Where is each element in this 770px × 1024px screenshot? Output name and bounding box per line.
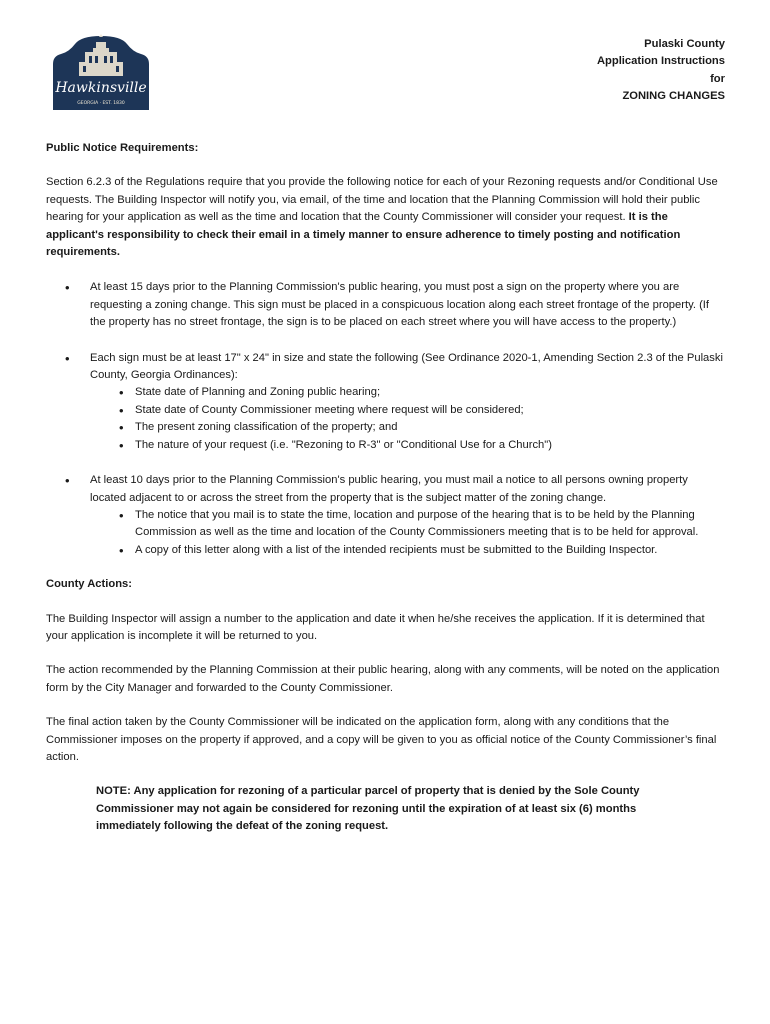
mailing-requirements-sublist xyxy=(90,507,726,559)
list-item xyxy=(46,350,726,454)
list-item-text: At least 10 days prior to the Planning Commission's public hearing, you must mail a notice to all persons owning property located adjacent to or across the street from the property that is the subject matter of the zoning change. xyxy=(90,474,688,504)
county-actions-paragraph: The final action taken by the County Commissioner will be indicated on the application form, along with any conditions that the Commissioner imposes on the property if approved, and a copy will be given to you as official notice of the County Commissioner’s final action. xyxy=(46,716,717,763)
intro-bold-text: It is the applicant's responsibility to check their email in a timely manner to ensure adherence to timely posting and notification requirements. xyxy=(46,211,681,259)
logo-wordmark: Hawkinsville xyxy=(55,80,147,96)
logo-graphic xyxy=(49,34,153,112)
public-notice-heading: Public Notice Requirements: xyxy=(46,142,199,154)
sub-list-item: • State date of Planning and Zoning public hearing; xyxy=(90,384,726,401)
sub-list-item: • A copy of this letter along with a list of the intended recipients must be submitted to the Building Inspector. xyxy=(90,542,726,559)
county-actions-paragraph: The Building Inspector will assign a number to the application and date it when he/she receives the application. If it is determined that your application is incomplete it will be returned to you. xyxy=(46,612,705,642)
list-item xyxy=(46,472,726,559)
document-header xyxy=(597,36,725,105)
logo-tagline: GEORGIA · EST. 1830 xyxy=(77,101,125,106)
list-item xyxy=(46,279,726,331)
sub-list-item: • State date of County Commissioner meeting where request will be considered; xyxy=(90,402,726,419)
sub-list-item: • The nature of your request (i.e. "Rezoning to R-3" or "Conditional Use for a Church") xyxy=(90,437,726,454)
county-actions-paragraph: The action recommended by the Planning Commission at their public hearing, along with any comments, will be noted on the application form by the City Manager and forwarded to the County Commissioner. xyxy=(46,664,720,694)
public-notice-intro xyxy=(46,174,726,261)
header-for: for xyxy=(710,72,725,85)
document-body xyxy=(46,140,726,836)
list-item-text: Each sign must be at least 17" x 24" in size and state the following (See Ordinance 2020-1, Amending Section 2.3 of the Pulaski County, Georgia Ordinances): xyxy=(90,351,723,382)
list-item-text: At least 15 days prior to the Planning Commission's public hearing, you must post a sign on the property where you are requesting a zoning change. This sign must be placed in a conspicuous location along each street frontage of the property. (If the property has no street frontage, the sign is to be placed on each street where you will have access to the property.) xyxy=(90,281,710,329)
header-zoning-changes: ZONING CHANGES xyxy=(622,89,725,102)
header-application-instructions: Application Instructions xyxy=(596,55,725,68)
requirements-list xyxy=(46,279,726,559)
rezoning-note: NOTE: Any application for rezoning of a particular parcel of property that is denied by the Sole County Commissioner may not again be considered for rezoning until the expiration of at least six (6) months immediately following the defeat of the zoning request. xyxy=(96,785,640,833)
intro-text: Section 6.2.3 of the Regulations require that you provide the following notice for each of your Rezoning requests and/or Conditional Use requests. The Building Inspector will notify you, via email, of the time and location that the Planning Commission will hold their public hearing for your application as well as the time and location that the County Commissioner will consider your request. xyxy=(46,176,718,224)
county-actions-heading: County Actions: xyxy=(46,578,132,591)
sub-list-item: • The present zoning classification of the property; and xyxy=(90,419,726,436)
sub-list-item: • The notice that you mail is to state the time, location and purpose of the hearing that is to be held by the Planning Commission as well as the time and location of the County Commissioners meeting that is to be held for approval. xyxy=(90,507,726,542)
header-county: Pulaski County xyxy=(644,38,725,50)
hawkinsville-logo xyxy=(49,34,153,112)
sign-requirements-sublist xyxy=(90,384,726,454)
